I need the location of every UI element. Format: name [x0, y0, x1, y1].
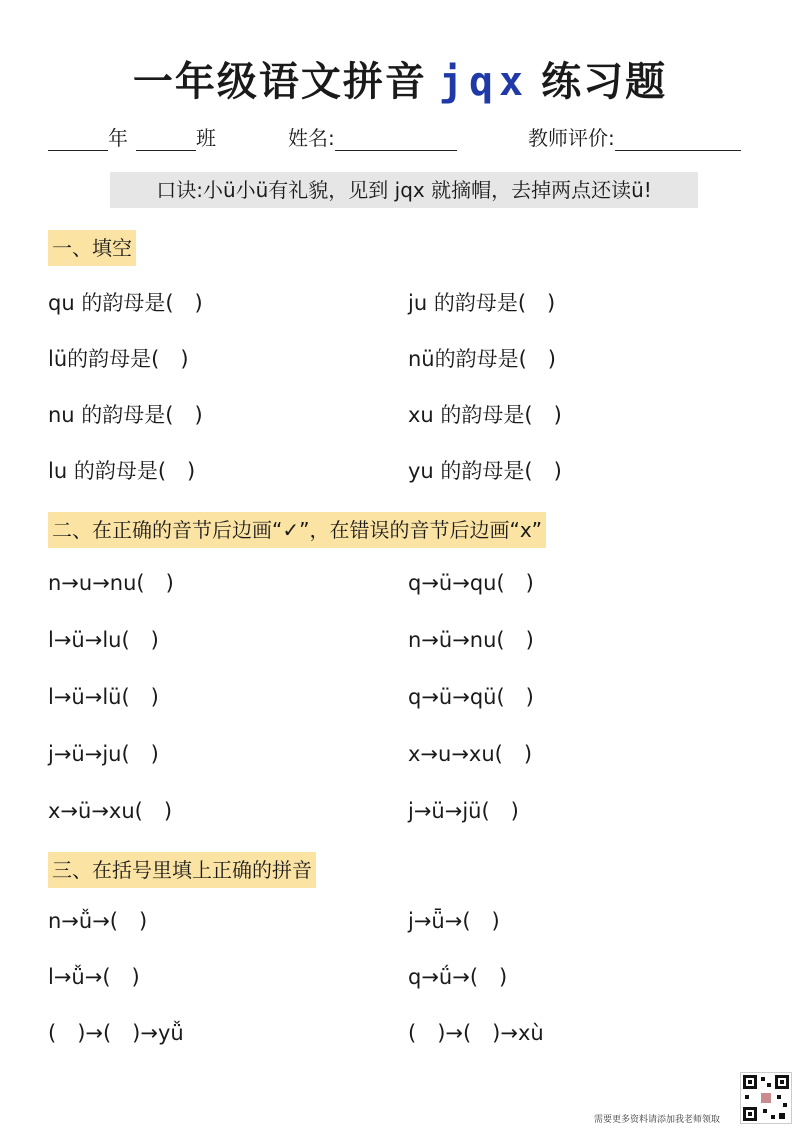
title-prefix: 一年级语文拼音: [132, 59, 427, 105]
grade-field[interactable]: [48, 122, 128, 151]
s1-left-item[interactable]: nu 的韵母是( ): [48, 403, 203, 427]
teacher-eval-label: 教师评价:: [528, 126, 615, 150]
section3-heading: 三、在括号里填上正确的拼音: [48, 852, 316, 888]
s2-right-item[interactable]: x→u→xu( ): [408, 742, 533, 766]
s2-left-item[interactable]: x→ü→xu( ): [48, 799, 173, 823]
section2-heading: 二、在正确的音节后边画“✓”，在错误的音节后边画“x”: [48, 512, 546, 548]
s1-right-item[interactable]: ju 的韵母是( ): [408, 291, 556, 315]
class-field[interactable]: [136, 122, 216, 151]
s2-right-item[interactable]: j→ü→jü( ): [408, 799, 519, 823]
s1-left-item[interactable]: lu 的韵母是( ): [48, 459, 196, 483]
s1-left-item[interactable]: qu 的韵母是( ): [48, 291, 203, 315]
name-field[interactable]: [288, 122, 457, 151]
s3-right-item[interactable]: j→ǖ→( ): [408, 909, 500, 933]
s1-right-item[interactable]: yu 的韵母是( ): [408, 459, 562, 483]
page-title: [0, 52, 800, 112]
s3-left-item[interactable]: l→ǚ→( ): [48, 965, 140, 989]
qr-code-icon[interactable]: [740, 1072, 792, 1124]
s3-left-item[interactable]: n→ǚ→( ): [48, 909, 148, 933]
title-pinyin: jqx: [438, 59, 530, 105]
class-label: 班: [196, 126, 216, 150]
s2-left-item[interactable]: n→u→nu( ): [48, 571, 174, 595]
title-suffix: 练习题: [541, 59, 668, 105]
s2-left-item[interactable]: l→ü→lü( ): [48, 685, 159, 709]
footer-note: 需要更多资料请添加我老师领取: [594, 1115, 721, 1125]
s1-left-item[interactable]: lü的韵母是( ): [48, 347, 189, 371]
teacher-eval-field[interactable]: [528, 122, 741, 151]
s3-right-item[interactable]: ( )→( )→xù: [408, 1021, 544, 1045]
s3-left-item[interactable]: ( )→( )→yǚ: [48, 1021, 184, 1045]
mnemonic-box: 口诀:小ü小ü有礼貌，见到 jqx 就摘帽，去掉两点还读ü!: [110, 172, 698, 208]
s2-right-item[interactable]: q→ü→qu( ): [408, 571, 534, 595]
s2-right-item[interactable]: q→ü→qü( ): [408, 685, 534, 709]
grade-label: 年: [108, 126, 128, 150]
s1-right-item[interactable]: xu 的韵母是( ): [408, 403, 562, 427]
s2-left-item[interactable]: l→ü→lu( ): [48, 628, 159, 652]
section1-heading: 一、填空: [48, 230, 136, 266]
s3-right-item[interactable]: q→ǘ→( ): [408, 965, 508, 989]
s2-left-item[interactable]: j→ü→ju( ): [48, 742, 159, 766]
name-label: 姓名:: [288, 126, 335, 150]
s1-right-item[interactable]: nü的韵母是( ): [408, 347, 557, 371]
student-info-line: [48, 122, 758, 152]
s2-right-item[interactable]: n→ü→nu( ): [408, 628, 534, 652]
